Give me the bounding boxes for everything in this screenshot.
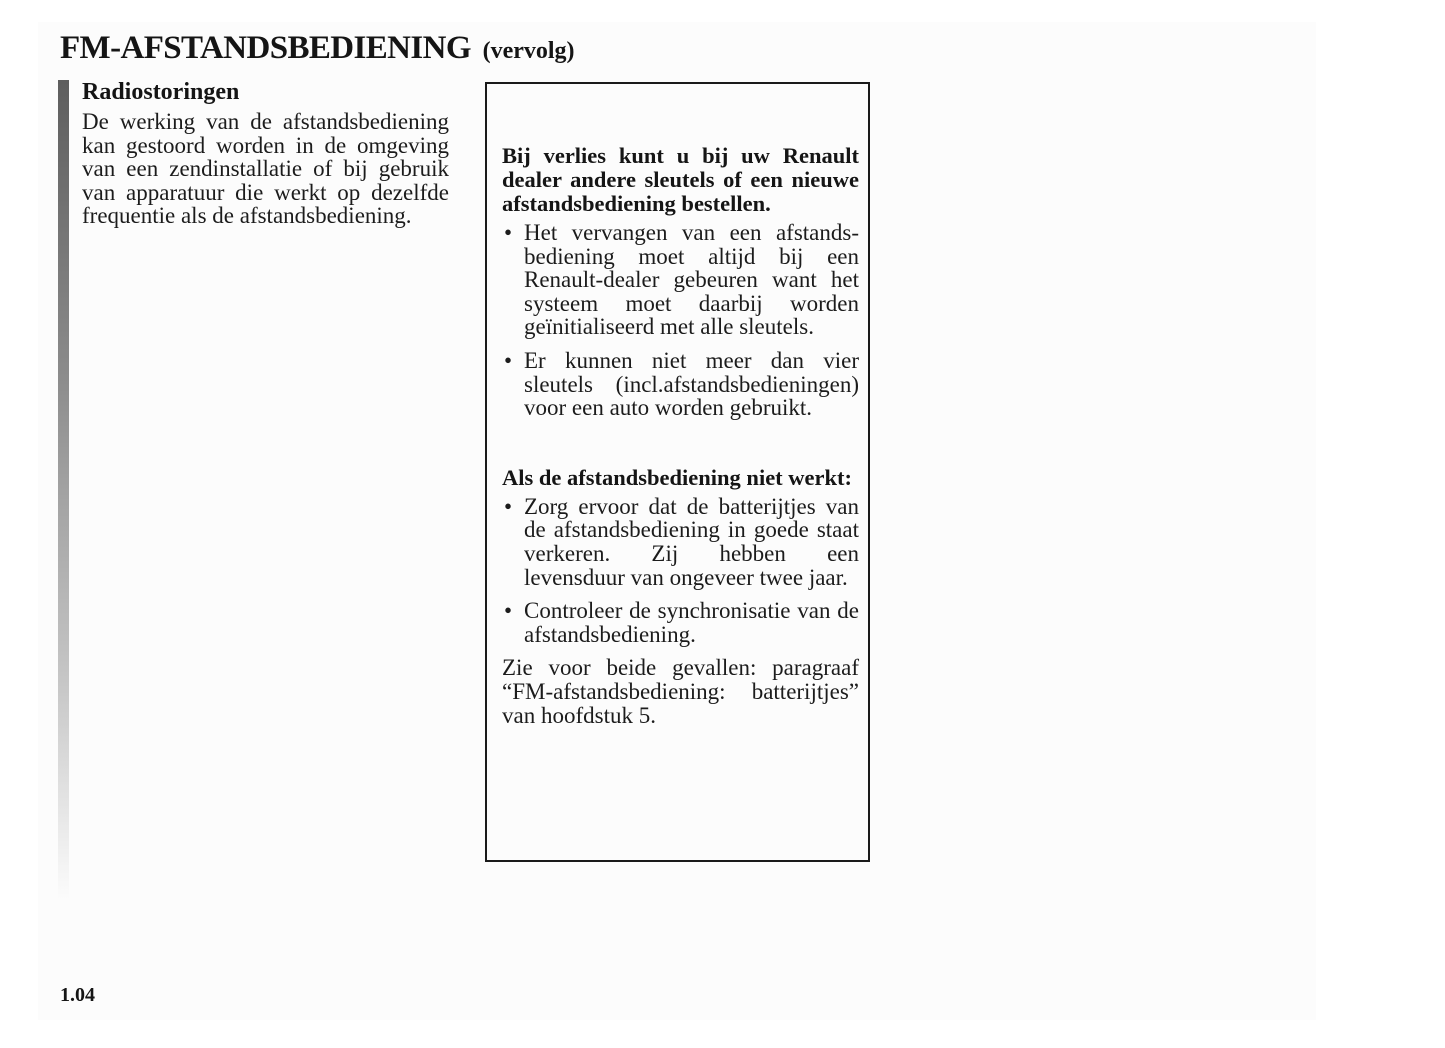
radio-interference-section <box>82 78 449 228</box>
page-number: 1.04 <box>60 984 95 1006</box>
title-main: FM-AFSTANDSBEDIENING <box>60 30 471 66</box>
list-item <box>502 349 859 420</box>
bullet-icon: • <box>504 493 513 519</box>
bullet-icon: • <box>504 598 513 624</box>
bullet-icon: • <box>504 220 513 245</box>
reference-note: Zie voor beide gevallen: paragraaf “FM-afstandsbediening: batterijtjes” van hoofdstuk 5. <box>502 655 859 728</box>
list-item-text: Zorg ervoor dat de batterijtjes van de afstandsbediening in goede staat verkeren. Zij hebben een levensduur van ongeveer twee jaar. <box>524 493 859 590</box>
list-item-text: Er kunnen niet meer dan vier sleutels (incl.afstandsbedieningen) voor een auto worden gebruikt. <box>524 347 859 421</box>
loss-bullet-list <box>502 221 859 420</box>
list-item-text: Controleer de synchronisatie van de afstandsbediening. <box>524 598 859 647</box>
page-title <box>60 28 575 71</box>
notice-box <box>485 82 870 862</box>
not-working-bullet-list <box>502 495 859 647</box>
list-item-text: Het vervangen van een afstandsbediening moet altijd bij een Renault-dealer gebeuren want het systeem moet daarbij worden geïnitialiseerd met alle sleutels. <box>524 220 859 340</box>
list-item <box>502 599 859 646</box>
not-working-heading: Als de afstandsbediening niet werkt: <box>502 464 853 490</box>
title-continuation: (vervolg) <box>482 38 575 64</box>
notice-content <box>502 144 859 727</box>
list-item <box>502 221 859 339</box>
bullet-icon: • <box>504 347 513 373</box>
not-working-block <box>502 466 859 727</box>
list-item <box>502 495 859 589</box>
section-heading: Radiostoringen <box>82 79 240 105</box>
loss-heading: Bij verlies kunt u bij uw Renault dealer andere sleutels of een nieuwe afstandsbediening bestellen. <box>502 143 859 216</box>
section-margin-bar <box>58 80 69 900</box>
section-body: De werking van de afstandsbediening kan gestoord worden in de omgeving van een zendinstallatie of bij gebruik van apparatuur die werkt op dezelfde frequentie als de afstandsbediening. <box>82 109 449 229</box>
